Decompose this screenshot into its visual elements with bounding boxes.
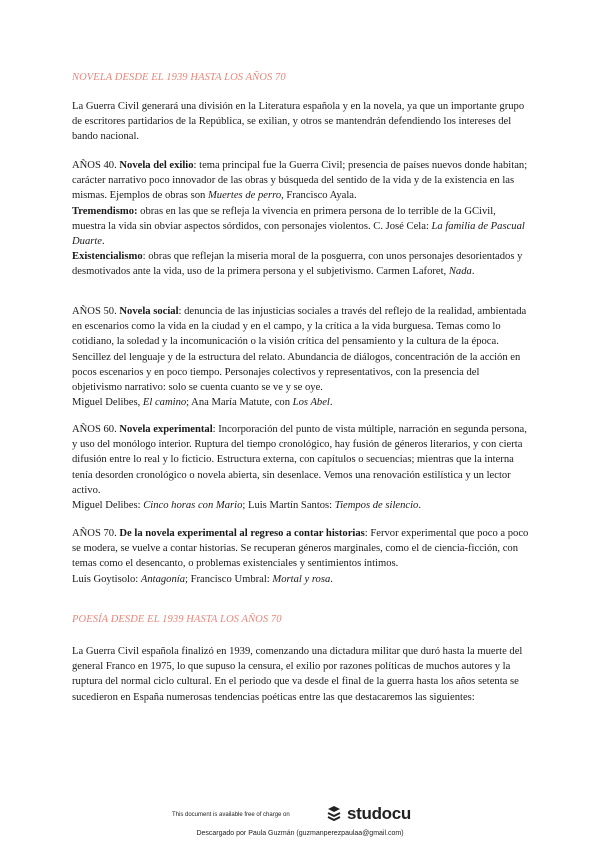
- section-heading-novela: NOVELA DESDE EL 1939 HASTA LOS AÑOS 70: [72, 72, 286, 83]
- existencialismo-text: Existencialismo: obras que reflejan la miseria moral de la posguerra, con unos personajes desorientados y desmotivados ante la vida, uso de la primera persona y el subjetivismo. Carmen Laforet, Nada.: [72, 251, 523, 278]
- availability-note: This document is available free of charge on: [172, 812, 290, 818]
- studocu-logo-icon: [326, 805, 344, 823]
- section-heading-poesia: POESÍA DESDE EL 1939 HASTA LOS AÑOS 70: [72, 614, 282, 625]
- paragraph-intro-novela: [72, 99, 530, 145]
- paragraph-intro-poesia: [72, 644, 530, 705]
- poesia-intro-text: La Guerra Civil española finalizó en 1939, comenzando una dictadura militar que duró hasta la muerte del general Franco en 1975, lo que supuso la censura, el exilio por razones políticas de muchos autores y la ruptura del normal ciclo cultural. En el periodo que va desde el final de la guerra hasta los años setenta se sucedieron en España numerosas tendencias poéticas entre las que destacaremos las siguientes:: [72, 646, 523, 703]
- paragraph-anos-40: [72, 158, 530, 280]
- download-note: Descargado por Paula Guzmán (guzmanperezpaulaa@gmail.com): [196, 830, 404, 837]
- anos-60-authors: Miguel Delibes: Cinco horas con Mario; Luis Martín Santos: Tiempos de silencio.: [72, 500, 422, 512]
- anos-50-authors: Miguel Delibes, El camino; Ana María Matute, con Los Abel.: [72, 397, 333, 409]
- paragraph-anos-60: [72, 422, 530, 513]
- paragraph-anos-50: [72, 304, 530, 410]
- anos-50-text: AÑOS 50. Novela social: denuncia de las injusticias sociales a través del reflejo de la realidad, ambientada en escenarios como la vida en la ciudad y en el campo, y la crítica a la vida burguesa. Temas como lo cotidiano, la soledad y la incomunicación o la visión crítica del pensamiento y la cultura de la época. Sencillez del lenguaje y de la estructura del relato. Abundancia de diálogos, concentración de la acción en pocos escenarios y en poco tiempo. Personajes colectivos y representativos, con la presencia del objetivismo narrativo: solo se cuenta cuanto se ve y se oye.: [72, 306, 527, 394]
- studocu-brand: studocu: [347, 804, 412, 823]
- anos-70-text: AÑOS 70. De la novela experimental al regreso a contar historias: Fervor experimental que poco a poco se modera, se vuelve a contar historias. Se recuperan géneros marginales, como el de ciencia-ficción, con temas como el desencanto, o problemas existenciales y sentimientos íntimos.: [72, 528, 529, 570]
- anos-60-text: AÑOS 60. Novela experimental: Incorporación del punto de vista múltiple, narración en segunda persona, y uso del monólogo interior. Ruptura del tiempo cronológico, hay fusión de géneros literarios, y con cierta difusión entre lo real y lo ficticio. Estructura externa, con capítulos o secuencias; mientras que la interna tenía desorden cronológico o novela abierta, sin desenlace. Vemos una renovación estilística y un lector activo.: [72, 424, 527, 496]
- tremendismo-text: Tremendismo: obras en las que se refleja la vivencia en primera persona de lo terrible de la GCivil, muestra la vida sin obviar aspectos sórdidos, con personajes violentos. C. José Cela: La familia de Pascual Duarte.: [72, 205, 525, 248]
- studocu-logo[interactable]: [326, 804, 411, 824]
- anos-40-text: AÑOS 40. Novela del exilio: tema principal fue la Guerra Civil; presencia de países nuevos donde habitan; carácter narrativo poco innovador de las obras y búsqueda del sentido de la vida y de la existencia en las mismas. Ejemplos de obras son Muertes de perro, Francisco Ayala.: [72, 160, 528, 202]
- paragraph-anos-70: [72, 526, 530, 587]
- intro-text: La Guerra Civil generará una división en la Literatura española y en la novela, ya que un importante grupo de escritores partidarios de la República, se exilian, y otros se mantendrán defendiendo los intereses del bando nacional.: [72, 101, 525, 143]
- anos-70-authors: Luis Goytisolo: Antagonía; Francisco Umbral: Mortal y rosa.: [72, 573, 333, 585]
